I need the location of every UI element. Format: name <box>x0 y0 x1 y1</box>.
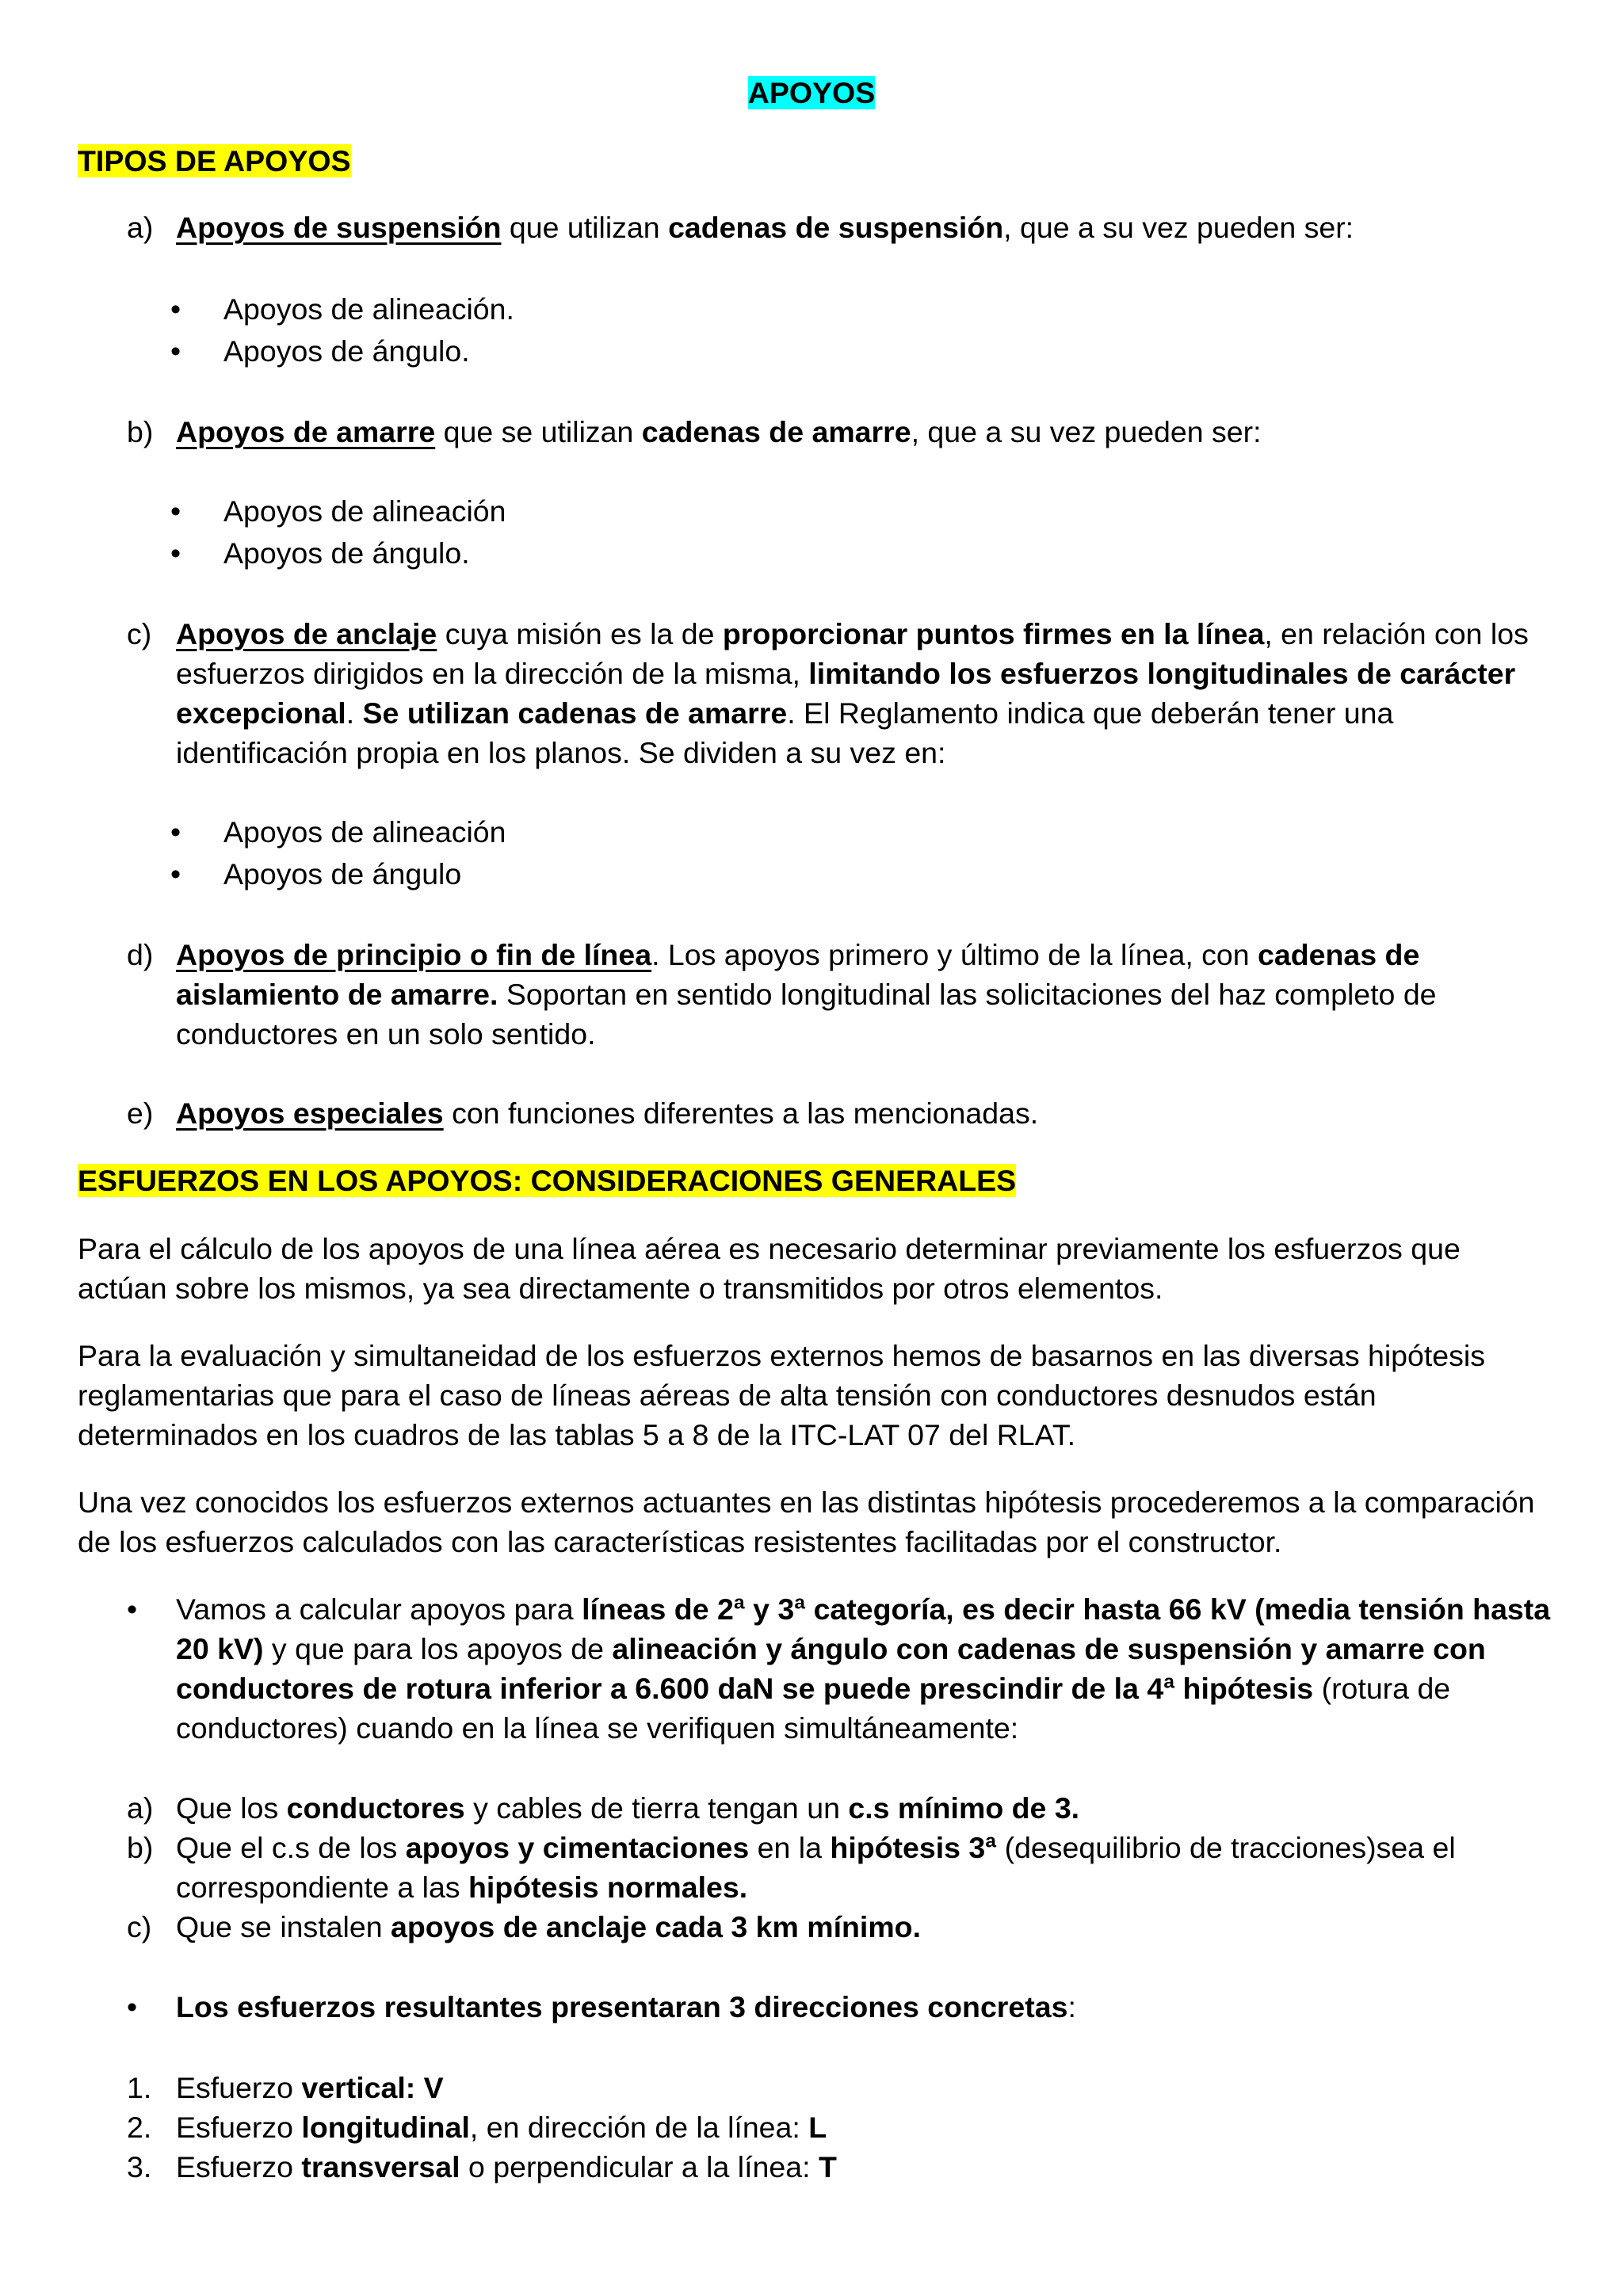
text-run: Vamos a calcular apoyos para <box>176 1592 582 1626</box>
text-run: . <box>346 696 363 730</box>
section-heading-tipos-text: TIPOS DE APOYOS <box>78 144 351 177</box>
text-run: Que los <box>176 1791 287 1825</box>
list-item-body <box>176 614 1553 772</box>
numbered-body <box>176 2147 1553 2187</box>
text-run: o perpendicular a la línea: <box>460 2150 819 2183</box>
text-run: y cables de tierra tengan un <box>464 1791 849 1825</box>
term-bold: Apoyos de principio o fin de línea <box>176 938 652 971</box>
bullet-glyph: • <box>170 815 181 849</box>
text-run: en la <box>749 1831 831 1864</box>
list-marker: c) <box>127 617 152 650</box>
document-title <box>0 73 1623 113</box>
term-bold: Se utilizan cadenas de amarre <box>362 696 788 730</box>
section-heading-esfuerzos-text: ESFUERZOS EN LOS APOYOS: CONSIDERACIONES GENERALES <box>78 1164 1017 1197</box>
text-run: con funciones diferentes a las mencionadas. <box>443 1097 1039 1130</box>
numbered-body <box>176 2107 1553 2147</box>
section-heading-tipos <box>78 141 351 181</box>
text-run: Que se instalen <box>176 1910 391 1943</box>
term-bold: L <box>808 2111 827 2144</box>
list-item-body <box>176 208 1553 247</box>
text-run: , en relación con los esfuerzos dirigidos en la dirección de la misma, <box>176 617 1529 690</box>
list-marker: c) <box>127 1910 152 1943</box>
condition-body <box>176 1907 1553 1947</box>
term-bold: cadenas de suspensión <box>668 211 1004 244</box>
text-run: y que para los apoyos de <box>263 1632 613 1665</box>
text-run: . Los apoyos primero y último de la línea, con <box>651 938 1258 971</box>
text-run: : <box>1067 1990 1076 2023</box>
bullet-glyph: • <box>170 494 181 528</box>
text-run: que utilizan <box>501 211 669 244</box>
term-bold: conductores <box>286 1791 465 1825</box>
list-marker: d) <box>127 938 154 971</box>
term-bold: cadenas de amarre <box>641 415 911 448</box>
term-bold: longitudinal <box>301 2111 470 2144</box>
term-bold: Apoyos de anclaje <box>176 617 437 650</box>
list-marker: 3. <box>127 2150 152 2183</box>
text-run: , en dirección de la línea: <box>469 2111 809 2144</box>
text-run: (rotura de conductores) cuando en la línea se verifiquen simultáneamente: <box>176 1672 1451 1745</box>
section-heading-esfuerzos <box>78 1161 1016 1200</box>
term-bold: T <box>818 2150 837 2183</box>
term-bold: apoyos de anclaje cada 3 km mínimo. <box>391 1910 922 1943</box>
bullet-glyph: • <box>127 1990 138 2023</box>
text-run: que se utilizan <box>435 415 642 448</box>
bullet-glyph: • <box>127 1592 138 1626</box>
term-bold: Apoyos de amarre <box>176 415 436 448</box>
text-run: cuya misión es la de <box>437 617 723 650</box>
bullet-text: Apoyos de ángulo. <box>223 536 470 570</box>
bullet-glyph: • <box>170 292 181 326</box>
text-run: , que a su vez pueden ser: <box>911 415 1262 448</box>
term-bold: vertical: V <box>301 2071 444 2104</box>
term-bold: hipótesis normales. <box>468 1871 748 1904</box>
condition-body <box>176 1828 1553 1907</box>
bullet-glyph: • <box>170 857 181 891</box>
term-bold: proporcionar puntos firmes en la línea <box>722 617 1265 650</box>
list-item-body <box>176 1093 1553 1133</box>
term-bold: Los esfuerzos resultantes presentaran 3 direcciones concretas <box>176 1990 1068 2023</box>
list-marker: a) <box>127 211 154 244</box>
text-run: . El Reglamento indica que deberán tener una identificación propia en los planos. Se dividen a su vez en: <box>176 696 1394 769</box>
term-bold: cadenas de aislamiento de amarre. <box>176 938 1420 1011</box>
paragraph-3: Una vez conocidos los esfuerzos externos actuantes en las distintas hipótesis procederemos a la comparación de los esfuerzos calculados con las características resistentes facilitadas por el constructor. <box>78 1486 1535 1558</box>
term-bold: limitando los esfuerzos longitudinales de carácter excepcional <box>176 657 1516 730</box>
bullet-body <box>176 1589 1553 1748</box>
bullet-text: Apoyos de alineación. <box>223 292 514 326</box>
list-marker: 2. <box>127 2111 152 2144</box>
document-title-text: APOYOS <box>747 76 876 109</box>
text-run: Esfuerzo <box>176 2071 302 2104</box>
bullet-text: Apoyos de alineación <box>223 494 506 528</box>
list-item-body <box>176 935 1553 1054</box>
paragraph-2: Para la evaluación y simultaneidad de los esfuerzos externos hemos de basarnos en las diversas hipótesis reglamentarias que para el caso de líneas aéreas de alta tensión con conductores desnudos están determinados en los cuadros de las tablas 5 a 8 de la ITC-LAT 07 del RLAT. <box>78 1339 1485 1451</box>
text-run: (desequilibrio de tracciones)sea el correspondiente a las <box>176 1831 1456 1904</box>
list-marker: a) <box>127 1791 154 1825</box>
list-item-body <box>176 412 1553 452</box>
list-marker: e) <box>127 1097 154 1130</box>
list-marker: b) <box>127 1831 154 1864</box>
list-marker: 1. <box>127 2071 152 2104</box>
bullet-glyph: • <box>170 536 181 570</box>
paragraph-1: Para el cálculo de los apoyos de una línea aérea es necesario determinar previamente los esfuerzos que actúan sobre los mismos, ya sea directamente o transmitidos por otros elementos. <box>78 1232 1461 1305</box>
text-run: Esfuerzo <box>176 2150 302 2183</box>
term-bold: c.s mínimo de 3. <box>848 1791 1080 1825</box>
term-bold: Apoyos especiales <box>176 1097 444 1130</box>
list-marker: b) <box>127 415 154 448</box>
text-run: Esfuerzo <box>176 2111 302 2144</box>
text-run: , que a su vez pueden ser: <box>1003 211 1354 244</box>
numbered-body <box>176 2068 1553 2107</box>
term-bold: líneas de 2ª y 3ª categoría, es decir hasta 66 kV (media tensión hasta 20 kV) <box>176 1592 1551 1665</box>
bullet-glyph: • <box>170 334 181 368</box>
term-bold: alineación y ángulo con cadenas de suspensión y amarre con conductores de rotura inferior a 6.600 daN se puede prescindir de la 4ª hipótesis <box>176 1632 1486 1705</box>
text-run: Que el c.s de los <box>176 1831 406 1864</box>
condition-body <box>176 1788 1553 1828</box>
term-bold: hipótesis 3ª <box>830 1831 997 1864</box>
bullet-text: Apoyos de alineación <box>223 815 506 849</box>
bullet-text: Apoyos de ángulo <box>223 857 462 891</box>
bullet-text: Apoyos de ángulo. <box>223 334 470 368</box>
term-bold: Apoyos de suspensión <box>176 211 502 244</box>
term-bold: apoyos y cimentaciones <box>405 1831 750 1864</box>
text-run: Soportan en sentido longitudinal las solicitaciones del haz completo de conductores en un solo sentido. <box>176 978 1437 1051</box>
bullet-body <box>176 1987 1553 2027</box>
term-bold: transversal <box>301 2150 460 2183</box>
